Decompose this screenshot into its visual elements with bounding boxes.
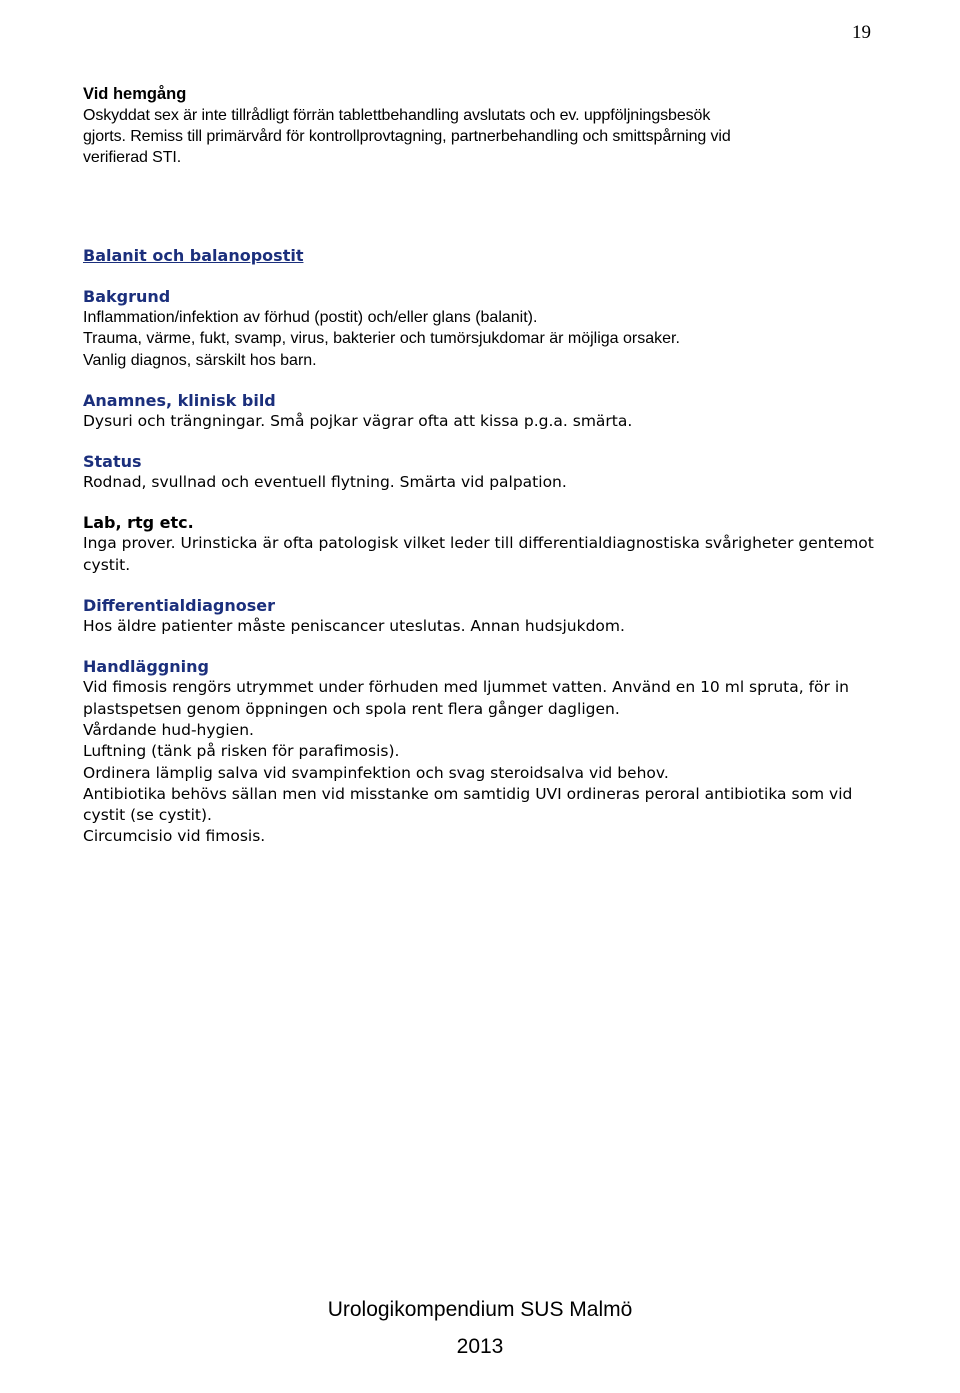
handlaggning-line: cystit (se cystit).	[83, 806, 212, 825]
hemgang-text	[83, 105, 883, 168]
section-title: Balanit och balanopostit	[83, 246, 304, 265]
hemgang-title: Vid hemgång	[83, 85, 187, 103]
lab-block	[83, 512, 883, 576]
bakgrund-block	[83, 286, 883, 371]
page-number: 19	[852, 22, 871, 43]
handlaggning-line: Vid fimosis rengörs utrymmet under förhuden med ljummet vatten. Använd en 10 ml spruta, för in	[83, 678, 849, 697]
document-body	[83, 84, 883, 848]
hemgang-section	[83, 84, 883, 168]
footer-organization: Urologikompendium SUS Malmö	[327, 1298, 633, 1321]
bakgrund-line: Trauma, värme, fukt, svamp, virus, bakterier och tumörsjukdomar är möjliga orsaker.	[83, 330, 680, 348]
diff-line: Hos äldre patienter måste peniscancer uteslutas. Annan hudsjukdom.	[83, 617, 625, 636]
anamnes-block	[83, 390, 883, 432]
footer-year: 2013	[456, 1335, 504, 1358]
handlaggning-line: Vårdande hud-hygien.	[83, 720, 254, 739]
hemgang-line: gjorts. Remiss till primärvård för kontrollprovtagning, partnerbehandling och smittspårning vid	[83, 128, 731, 145]
lab-line: cystit.	[83, 555, 131, 574]
diff-heading: Differentialdiagnoser	[83, 596, 275, 616]
handlaggning-line: plastspetsen genom öppningen och spola rent flera gånger dagligen.	[83, 699, 620, 718]
anamnes-line: Dysuri och trängningar. Små pojkar vägrar ofta att kissa p.g.a. smärta.	[83, 411, 633, 430]
status-heading: Status	[83, 452, 142, 472]
handlaggning-line: Antibiotika behövs sällan men vid misstanke om samtidig UVI ordineras peroral antibiotika som vid	[83, 784, 853, 803]
handlaggning-block	[83, 656, 883, 847]
diff-block	[83, 595, 883, 637]
status-block	[83, 451, 883, 493]
lab-heading: Lab, rtg etc.	[83, 513, 194, 533]
bakgrund-line: Vanlig diagnos, särskilt hos barn.	[83, 351, 317, 369]
handlaggning-line: Circumcisio vid fimosis.	[83, 827, 266, 846]
bakgrund-heading: Bakgrund	[83, 287, 171, 306]
status-line: Rodnad, svullnad och eventuell flytning. Smärta vid palpation.	[83, 473, 567, 492]
anamnes-heading: Anamnes, klinisk bild	[83, 390, 276, 410]
handlaggning-line: Luftning (tänk på risken för parafimosis).	[83, 742, 400, 761]
handlaggning-heading: Handläggning	[83, 657, 209, 677]
hemgang-line: Oskyddat sex är inte tillrådligt förrän tablettbehandling avslutats och ev. uppföljningsbesök	[83, 107, 711, 124]
bakgrund-line: Inflammation/infektion av förhud (postit) och/eller glans (balanit).	[83, 309, 538, 326]
handlaggning-line: Ordinera lämplig salva vid svampinfektion och svag steroidsalva vid behov.	[83, 763, 669, 782]
lab-line: Inga prover. Urinsticka är ofta patologisk vilket leder till differentialdiagnostiska svårigheter gentemot	[83, 534, 874, 553]
hemgang-line: verifierad STI.	[83, 149, 182, 166]
